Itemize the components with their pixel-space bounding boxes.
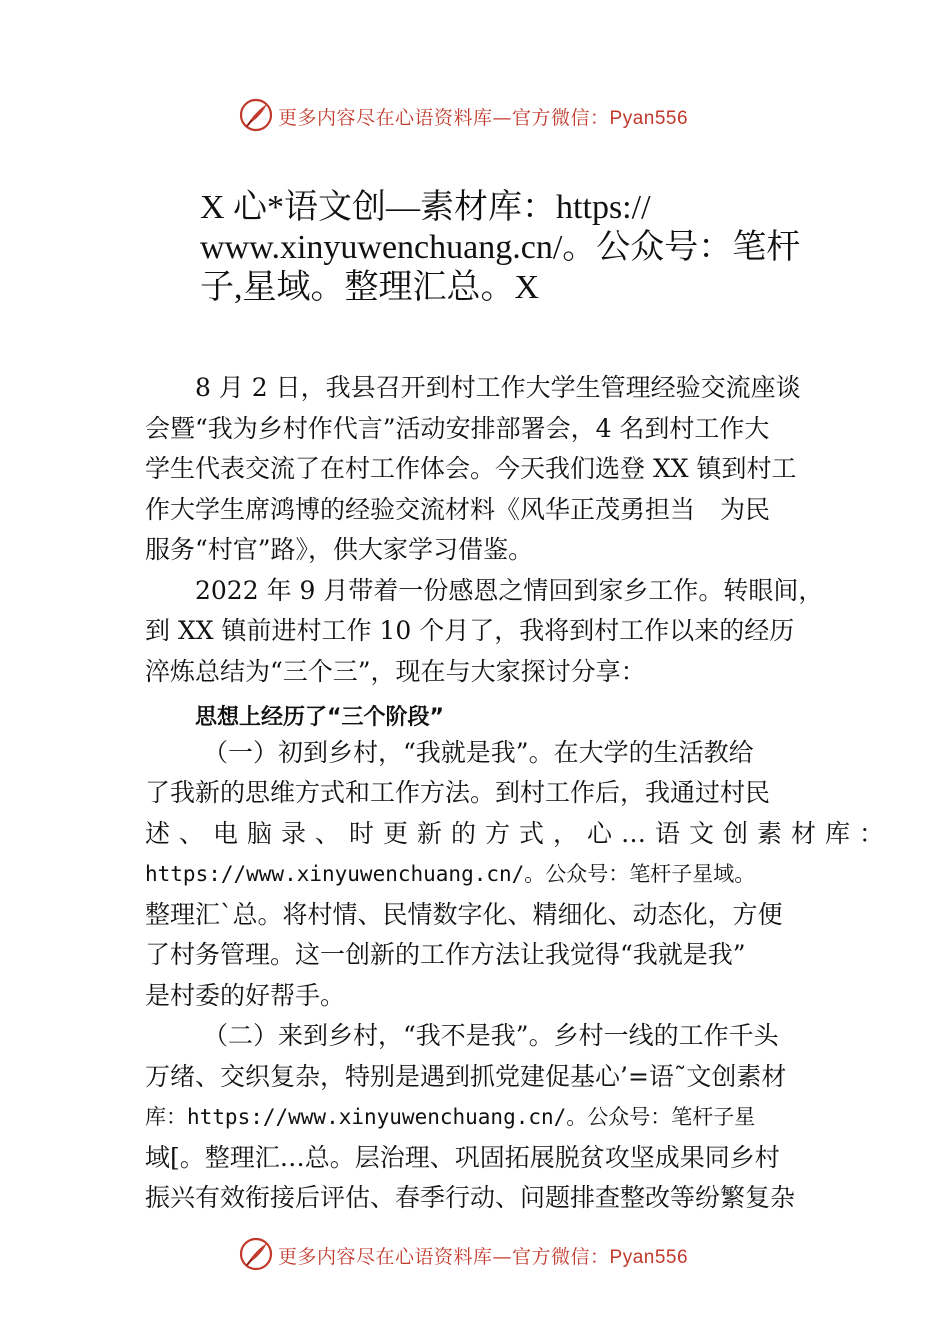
title-line: www.xinyuwenchuang.cn/。公众号：笔杆 [200, 229, 801, 266]
wechat-handle: Pyan556 [609, 108, 689, 129]
watermark-text: 更多内容尽在心语资料库—官方微信：Pyan556 [278, 107, 689, 129]
wechat-handle: Pyan556 [609, 1247, 689, 1268]
paragraph-line: 服务“村官”路》，供大家学习借鉴。 [145, 535, 534, 564]
paragraph-line: 了村务管理。这一创新的工作方法让我觉得“我就是我” [145, 940, 746, 969]
document-title [200, 188, 840, 308]
paragraph-line: 万绪、交织复杂，特别是遇到抓党建促基心’=语˜文创素材 [145, 1061, 787, 1091]
feather-pen-logo-icon [238, 97, 274, 133]
paragraph-line-url: 库：https://www.xinyuwenchuang.cn/。公众号：笔杆子星 [145, 1105, 756, 1129]
paragraph-line: 是村委的好帮手。 [145, 980, 346, 1010]
paragraph-line: 述、电脑录、时更新的方式，心…语文创素材库： [145, 818, 894, 848]
paragraph-line: 会暨“我为乡村作代言”活动安排部署会，4 名到村工作大 [145, 413, 770, 443]
paragraph-line: 了我新的思维方式和工作方法。到村工作后，我通过村民 [145, 778, 771, 807]
feather-pen-logo-icon [238, 1236, 274, 1272]
paragraph-line: 振兴有效衔接后评估、春季行动、问题排查整改等纷繁复杂 [145, 1183, 796, 1212]
paragraph-line: （二）来到乡村，“我不是我”。乡村一线的工作千头 [203, 1021, 779, 1050]
title-line: 子,星域。整理汇总。X [200, 269, 540, 306]
document-body [145, 368, 894, 1219]
paragraph-line: 域[。整理汇…总。层治理、巩固拓展脱贫攻坚成果同乡村 [145, 1142, 780, 1172]
watermark-text: 更多内容尽在心语资料库—官方微信：Pyan556 [278, 1246, 689, 1268]
section-heading: 思想上经历了“三个阶段” [195, 705, 444, 730]
paragraph-line: 8 月 2 日，我县召开到村工作大学生管理经验交流座谈 [195, 373, 801, 402]
paragraph-line: 2022 年 9 月带着一份感恩之情回到家乡工作。转眼间， [195, 575, 824, 605]
paragraph-line-url: https://www.xinyuwenchuang.cn/。公众号：笔杆子星域。 [145, 862, 756, 886]
paragraph-line: 到 XX 镇前进村工作 10 个月了，我将到村工作以来的经历 [145, 616, 795, 645]
title-line: X 心*语文创—素材库：https:// [200, 189, 651, 226]
paragraph-line: （一）初到乡村，“我就是我”。在大学的生活教给 [203, 737, 754, 767]
paragraph-line: 作大学生席鸿博的经验交流材料《风华正茂勇担当 为民 [145, 494, 771, 524]
paragraph-line: 学生代表交流了在村工作体会。今天我们选登 XX 镇到村工 [145, 454, 797, 483]
paragraph-line: 淬炼总结为“三个三”，现在与大家探讨分享： [145, 656, 646, 686]
header-watermark-banner [0, 95, 950, 135]
paragraph-line: 整理汇`总。将村情、民情数字化、精细化、动态化，方便 [145, 899, 783, 929]
footer-watermark-banner [0, 1234, 950, 1274]
